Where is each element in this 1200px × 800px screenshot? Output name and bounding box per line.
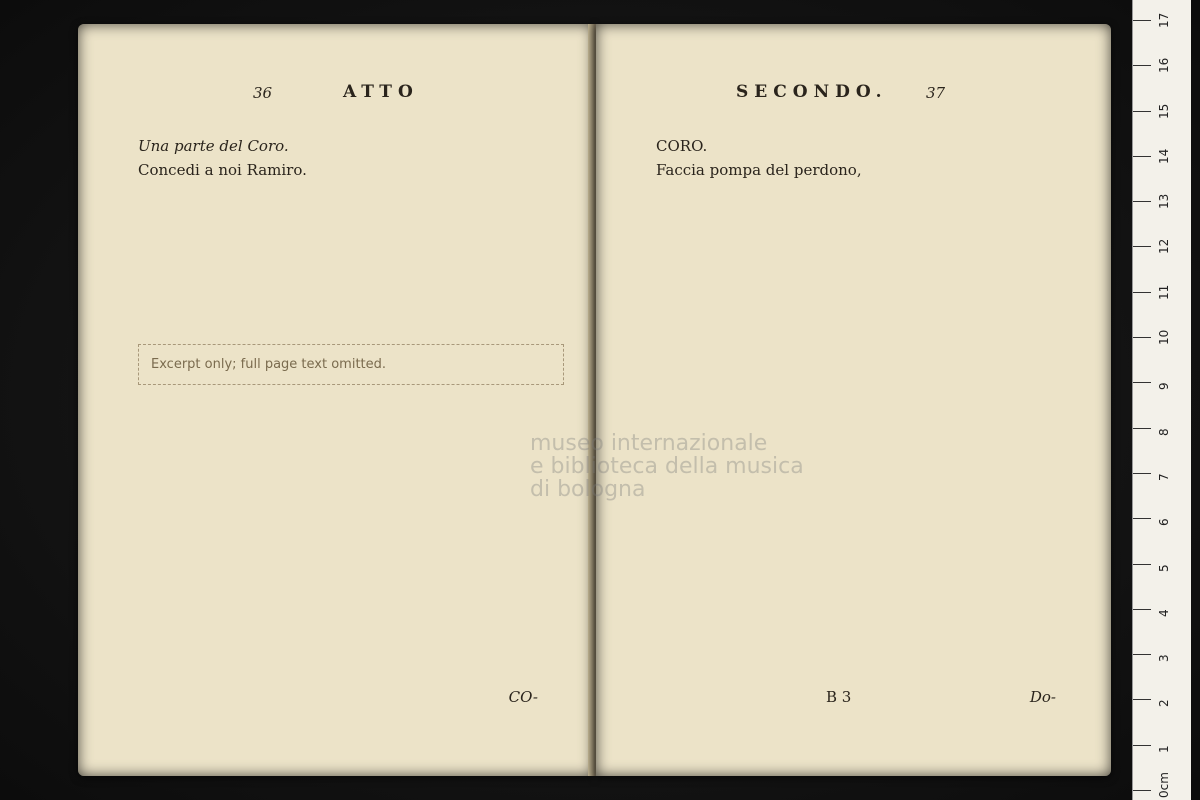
right-excerpt-line: Faccia pompa del perdono, <box>656 161 862 179</box>
page-number-left: 36 <box>253 84 273 102</box>
ruler-label: 11 <box>1157 284 1171 300</box>
ruler-tick <box>1133 201 1151 202</box>
watermark-line: di bologna <box>530 477 646 503</box>
right-excerpt <box>656 134 1056 182</box>
ruler-label: 1 <box>1157 745 1171 753</box>
ruler-label: 4 <box>1157 609 1171 617</box>
library-watermark <box>530 432 804 501</box>
ruler-tick <box>1133 337 1151 338</box>
ruler-tick <box>1133 473 1151 474</box>
ruler-tick <box>1133 382 1151 383</box>
ruler-label: 14 <box>1157 148 1171 164</box>
ruler-tick <box>1133 564 1151 565</box>
ruler-label: 13 <box>1157 193 1171 210</box>
ruler-label: 6 <box>1157 518 1171 527</box>
ruler-tick <box>1133 699 1151 700</box>
watermark-line: e biblioteca della musica <box>530 454 804 480</box>
ruler-tick <box>1133 745 1151 746</box>
ruler-tick <box>1133 428 1151 429</box>
catchword-left: CO- <box>508 688 538 706</box>
page-number-right: 37 <box>926 84 946 102</box>
left-excerpt-line: Una parte del Coro. <box>138 137 289 155</box>
measurement-ruler <box>1132 0 1191 800</box>
ruler-label: 8 <box>1157 428 1171 436</box>
ruler-tick <box>1133 20 1151 21</box>
ruler-label: 17 <box>1157 12 1171 28</box>
ruler-label: 16 <box>1157 58 1171 74</box>
ruler-label: 12 <box>1157 239 1171 255</box>
left-excerpt-line: Concedi a noi Ramiro. <box>138 161 307 179</box>
ruler-label: 5 <box>1157 563 1171 572</box>
ruler-tick <box>1133 609 1151 610</box>
ruler-label: 15 <box>1157 103 1171 119</box>
left-page <box>78 24 593 776</box>
running-head-left: ATTO <box>343 82 419 102</box>
ruler-tick <box>1133 156 1151 157</box>
right-page <box>596 24 1111 776</box>
ruler-tick <box>1133 654 1151 655</box>
signature-mark: B 3 <box>826 688 852 706</box>
right-excerpt-line: CORO. <box>656 137 708 155</box>
omission-note: Excerpt only; full page text omitted. <box>138 344 564 385</box>
left-excerpt <box>138 134 538 182</box>
ruler-label: 9 <box>1157 382 1171 391</box>
running-head-right: SECONDO. <box>736 82 888 102</box>
catchword-right: Do- <box>1029 688 1056 706</box>
ruler-label: 7 <box>1157 473 1171 481</box>
ruler-tick <box>1133 518 1151 519</box>
ruler-tick <box>1133 111 1151 112</box>
ruler-tick <box>1133 292 1151 293</box>
ruler-tick <box>1133 790 1151 791</box>
watermark-line: museo internazionale <box>530 431 768 456</box>
ruler-tick <box>1133 65 1151 66</box>
ruler-label: 10 <box>1157 329 1171 346</box>
ruler-tick <box>1133 246 1151 247</box>
ruler-label: 0cm <box>1157 772 1171 798</box>
ruler-label: 2 <box>1157 699 1171 708</box>
ruler-label: 3 <box>1157 654 1171 663</box>
